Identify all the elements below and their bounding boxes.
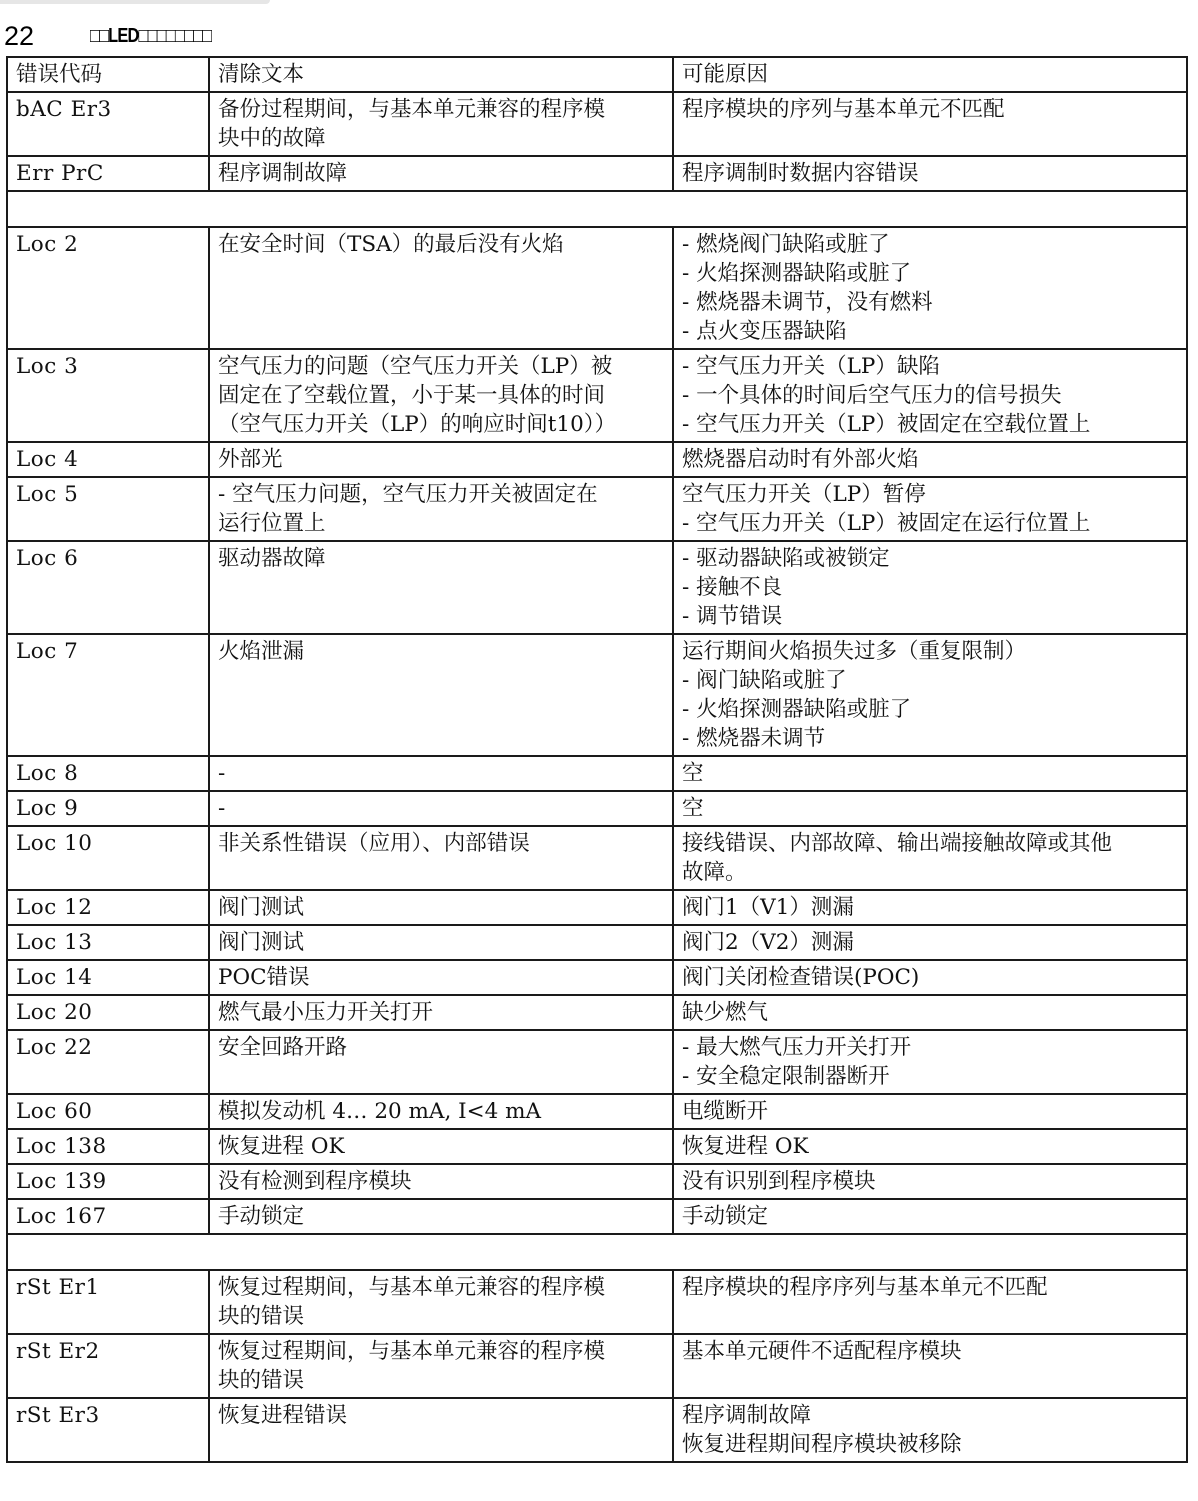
clear-text-line: 恢复过程期间，与基本单元兼容的程序模 — [218, 1339, 606, 1364]
cause-line: 空气压力开关（LP）暂停 — [682, 482, 926, 507]
table-row — [7, 541, 1187, 634]
clear-text-cell — [209, 1129, 673, 1164]
cause-line: 程序调制故障 — [682, 1403, 812, 1428]
cause-line: - 阀门缺陷或脏了 — [682, 668, 847, 693]
cause-line: - 火焰探测器缺陷或脏了 — [682, 697, 912, 722]
cause-line: 缺少燃气 — [682, 1000, 769, 1025]
possible-cause-cell — [673, 826, 1187, 890]
possible-cause-cell — [673, 791, 1187, 826]
clear-text-cell — [209, 1164, 673, 1199]
clear-text-line: 手动锁定 — [218, 1204, 305, 1229]
cause-line: - 调节错误 — [682, 604, 783, 629]
clear-text-cell — [209, 1094, 673, 1129]
table-row — [7, 1334, 1187, 1398]
clear-text-line: 模拟发动机 4… 20 mA, I<4 mA — [218, 1099, 542, 1124]
table-row — [7, 1398, 1187, 1462]
error-code-cell: Loc 10 — [7, 826, 209, 890]
clear-text-cell — [209, 634, 673, 756]
cause-line: 程序调制时数据内容错误 — [682, 161, 919, 186]
clear-text-line: 空气压力的问题（空气压力开关（LP）被 — [218, 354, 613, 379]
table-row — [7, 995, 1187, 1030]
cause-line: - 最大燃气压力开关打开 — [682, 1035, 912, 1060]
possible-cause-cell — [673, 925, 1187, 960]
table-row — [7, 1030, 1187, 1094]
clear-text-line: 外部光 — [218, 447, 283, 472]
clear-text-cell — [209, 995, 673, 1030]
error-code-cell: bAC Er3 — [7, 92, 209, 156]
possible-cause-cell — [673, 1129, 1187, 1164]
clear-text-line: 块的错误 — [218, 1304, 305, 1329]
header-possible-cause: 可能原因 — [673, 57, 1187, 92]
clear-text-line: - 空气压力问题，空气压力开关被固定在 — [218, 482, 598, 507]
possible-cause-cell — [673, 1199, 1187, 1234]
header-clear-text: 清除文本 — [209, 57, 673, 92]
cause-line: 恢复进程期间程序模块被移除 — [682, 1432, 962, 1457]
table-row — [7, 634, 1187, 756]
cause-line: - 燃烧器未调节，没有燃料 — [682, 290, 933, 315]
possible-cause-cell — [673, 1398, 1187, 1462]
cause-line: - 空气压力开关（LP）缺陷 — [682, 354, 940, 379]
clear-text-line: 运行位置上 — [218, 511, 326, 536]
error-code-cell: Loc 12 — [7, 890, 209, 925]
table-row — [7, 756, 1187, 791]
error-code-cell: Err PrC — [7, 156, 209, 191]
clear-text-cell — [209, 925, 673, 960]
clear-text-line: 备份过程期间，与基本单元兼容的程序模 — [218, 97, 606, 122]
cause-line: 空 — [682, 796, 704, 821]
clear-text-line: 没有检测到程序模块 — [218, 1169, 412, 1194]
cause-line: 运行期间火焰损失过多（重复限制） — [682, 639, 1027, 664]
error-code-cell: Loc 20 — [7, 995, 209, 1030]
possible-cause-cell — [673, 541, 1187, 634]
possible-cause-cell — [673, 92, 1187, 156]
cause-line: 接线错误、内部故障、输出端接触故障或其他 — [682, 831, 1113, 856]
cause-line: - 燃烧阀门缺陷或脏了 — [682, 232, 890, 257]
error-code-cell: Loc 9 — [7, 791, 209, 826]
clear-text-cell — [209, 791, 673, 826]
clear-text-cell — [209, 349, 673, 442]
cause-line: - 空气压力开关（LP）被固定在运行位置上 — [682, 511, 1091, 536]
cause-line: 阀门关闭检查错误(POC) — [682, 965, 920, 990]
table-row — [7, 156, 1187, 191]
table-row — [7, 791, 1187, 826]
clear-text-cell — [209, 1030, 673, 1094]
clear-text-line: 块的错误 — [218, 1368, 305, 1393]
error-code-cell: Loc 5 — [7, 477, 209, 541]
possible-cause-cell — [673, 1094, 1187, 1129]
clear-text-cell — [209, 960, 673, 995]
clear-text-cell — [209, 442, 673, 477]
table-row-blank — [7, 191, 1187, 227]
possible-cause-cell — [673, 756, 1187, 791]
clear-text-line: 阀门测试 — [218, 895, 305, 920]
cause-line: - 驱动器缺陷或被锁定 — [682, 546, 890, 571]
clear-text-cell — [209, 227, 673, 349]
table-row — [7, 1094, 1187, 1129]
possible-cause-cell — [673, 349, 1187, 442]
possible-cause-cell — [673, 1030, 1187, 1094]
table-row — [7, 1164, 1187, 1199]
table-row — [7, 826, 1187, 890]
error-code-cell: Loc 60 — [7, 1094, 209, 1129]
cause-line: - 一个具体的时间后空气压力的信号损失 — [682, 383, 1062, 408]
table-row — [7, 1270, 1187, 1334]
clear-text-line: 固定在了空载位置，小于某一具体的时间 — [218, 383, 606, 408]
cause-line: 阀门2（V2）测漏 — [682, 930, 854, 955]
cause-line: 故障。 — [682, 860, 747, 885]
cause-line: - 燃烧器未调节 — [682, 726, 826, 751]
cause-line: 没有识别到程序模块 — [682, 1169, 876, 1194]
cause-line: 手动锁定 — [682, 1204, 769, 1229]
error-code-table — [6, 56, 1188, 1463]
table-row-blank — [7, 1234, 1187, 1270]
possible-cause-cell — [673, 227, 1187, 349]
table-row — [7, 442, 1187, 477]
possible-cause-cell — [673, 477, 1187, 541]
clear-text-cell — [209, 1199, 673, 1234]
table-row — [7, 477, 1187, 541]
cause-line: 电缆断开 — [682, 1099, 769, 1124]
clear-text-cell — [209, 890, 673, 925]
clear-text-cell — [209, 156, 673, 191]
clear-text-line: 块中的故障 — [218, 126, 326, 151]
clear-text-line: 在安全时间（TSA）的最后没有火焰 — [218, 232, 564, 257]
clear-text-line: 非关系性错误（应用）、内部错误 — [218, 831, 530, 856]
error-code-cell: Loc 14 — [7, 960, 209, 995]
cause-line: 恢复进程 OK — [682, 1134, 809, 1159]
page-top-decoration — [0, 0, 270, 4]
table-row — [7, 1129, 1187, 1164]
possible-cause-cell — [673, 634, 1187, 756]
clear-text-cell — [209, 826, 673, 890]
cause-line: 阀门1（V1）测漏 — [682, 895, 854, 920]
clear-text-line: 驱动器故障 — [218, 546, 326, 571]
clear-text-cell — [209, 756, 673, 791]
clear-text-cell — [209, 1334, 673, 1398]
cause-line: 程序模块的程序序列与基本单元不匹配 — [682, 1275, 1048, 1300]
clear-text-line: 恢复进程 OK — [218, 1134, 345, 1159]
table-row — [7, 349, 1187, 442]
page-header — [0, 18, 1198, 54]
clear-text-line: （空气压力开关（LP）的响应时间t10）） — [218, 412, 616, 437]
cause-line: - 安全稳定限制器断开 — [682, 1064, 890, 1089]
clear-text-line: 程序调制故障 — [218, 161, 348, 186]
error-code-cell: Loc 2 — [7, 227, 209, 349]
table-body — [7, 92, 1187, 1462]
clear-text-line: 火焰泄漏 — [218, 639, 305, 664]
error-code-cell: Loc 3 — [7, 349, 209, 442]
clear-text-line: 恢复进程错误 — [218, 1403, 348, 1428]
clear-text-line: 阀门测试 — [218, 930, 305, 955]
possible-cause-cell — [673, 995, 1187, 1030]
blank-cell — [7, 1234, 1187, 1270]
clear-text-cell — [209, 477, 673, 541]
possible-cause-cell — [673, 442, 1187, 477]
table-row — [7, 92, 1187, 156]
cause-line: 燃烧器启动时有外部火焰 — [682, 447, 919, 472]
cause-line: - 点火变压器缺陷 — [682, 319, 847, 344]
clear-text-cell — [209, 1270, 673, 1334]
error-code-cell: Loc 138 — [7, 1129, 209, 1164]
error-code-cell: Loc 4 — [7, 442, 209, 477]
error-code-cell: Loc 8 — [7, 756, 209, 791]
table-row — [7, 960, 1187, 995]
cause-line: 程序模块的序列与基本单元不匹配 — [682, 97, 1005, 122]
possible-cause-cell — [673, 1270, 1187, 1334]
clear-text-line: - — [218, 761, 226, 786]
error-code-cell: Loc 7 — [7, 634, 209, 756]
possible-cause-cell — [673, 1164, 1187, 1199]
table-row — [7, 1199, 1187, 1234]
table-header-row — [7, 57, 1187, 92]
clear-text-line: 恢复过程期间，与基本单元兼容的程序模 — [218, 1275, 606, 1300]
error-code-cell: Loc 139 — [7, 1164, 209, 1199]
clear-text-cell — [209, 92, 673, 156]
clear-text-line: POC错误 — [218, 965, 310, 990]
error-code-cell: Loc 6 — [7, 541, 209, 634]
blank-cell — [7, 191, 1187, 227]
clear-text-line: - — [218, 796, 226, 821]
error-code-cell: Loc 13 — [7, 925, 209, 960]
possible-cause-cell — [673, 1334, 1187, 1398]
possible-cause-cell — [673, 156, 1187, 191]
clear-text-cell — [209, 1398, 673, 1462]
table-row — [7, 890, 1187, 925]
cause-line: - 空气压力开关（LP）被固定在空载位置上 — [682, 412, 1091, 437]
table-row — [7, 227, 1187, 349]
page-title: □□LED□□□□□□□□ — [90, 25, 212, 47]
possible-cause-cell — [673, 960, 1187, 995]
possible-cause-cell — [673, 890, 1187, 925]
error-code-cell: Loc 167 — [7, 1199, 209, 1234]
table-row — [7, 925, 1187, 960]
error-code-cell: Loc 22 — [7, 1030, 209, 1094]
error-code-cell: rSt Er2 — [7, 1334, 209, 1398]
cause-line: - 接触不良 — [682, 575, 783, 600]
clear-text-cell — [209, 541, 673, 634]
error-code-cell: rSt Er3 — [7, 1398, 209, 1462]
page-number: 22 — [4, 21, 35, 51]
header-error-code: 错误代码 — [7, 57, 209, 92]
cause-line: 空 — [682, 761, 704, 786]
cause-line: - 火焰探测器缺陷或脏了 — [682, 261, 912, 286]
error-code-cell: rSt Er1 — [7, 1270, 209, 1334]
cause-line: 基本单元硬件不适配程序模块 — [682, 1339, 962, 1364]
clear-text-line: 安全回路开路 — [218, 1035, 348, 1060]
clear-text-line: 燃气最小压力开关打开 — [218, 1000, 434, 1025]
